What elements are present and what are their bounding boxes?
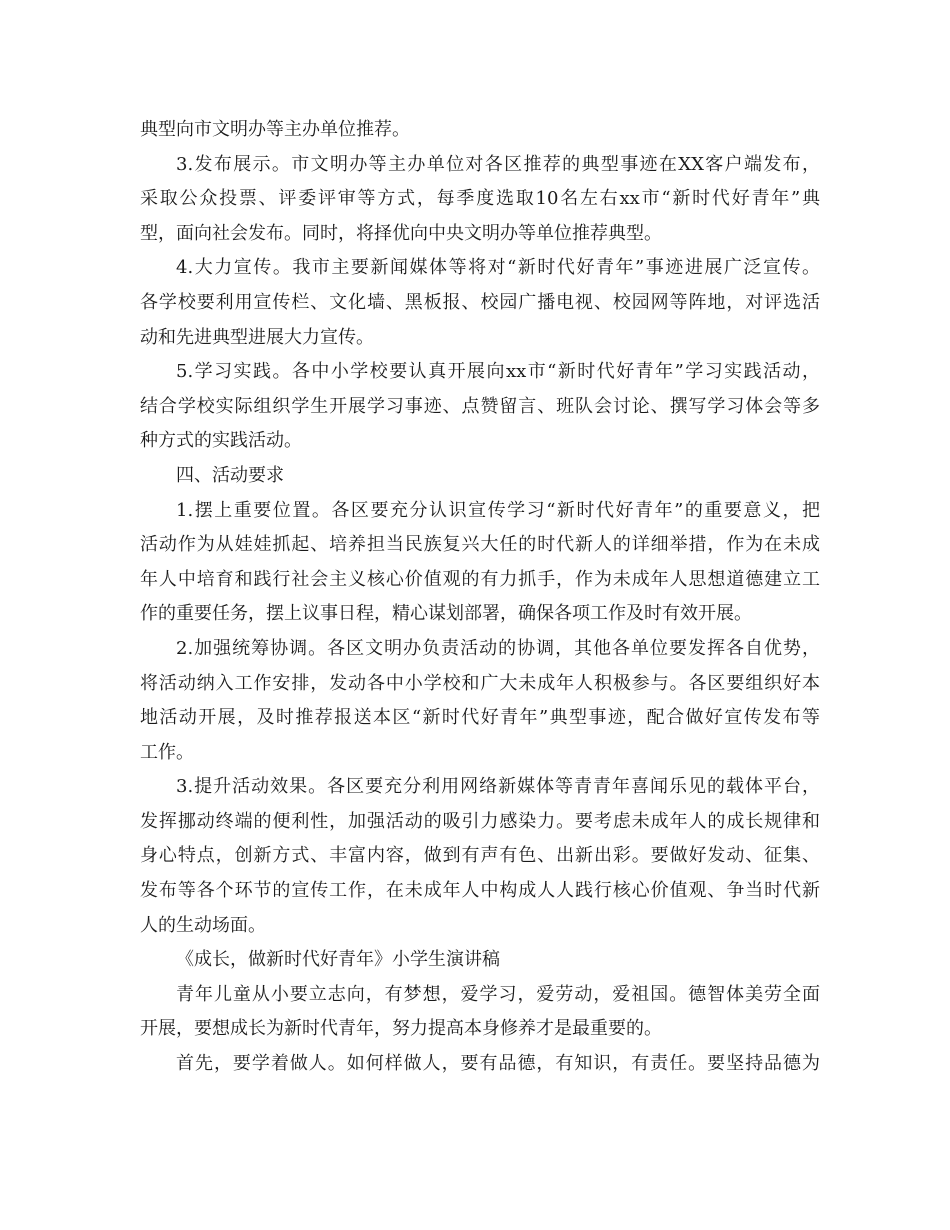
text-line: 四、活动要求 (176, 464, 284, 486)
text-line: 地活动开展，及时推荐报送本区“新时代好青年”典型事迹，配合做好宣传发布等 (140, 707, 820, 729)
text-line: 人的生动场面。 (140, 914, 266, 936)
document-body (140, 113, 820, 1082)
text-line: 4.大力宣传。我市主要新闻媒体等将对“新时代好青年”事迹进展广泛宣传。 (176, 257, 820, 279)
text-line: 采取公众投票、评委评审等方式，每季度选取10名左右xx市“新时代好青年”典 (140, 188, 820, 210)
text-line: 发挥挪动终端的便利性，加强活动的吸引力感染力。要考虑未成年人的成长规律和 (140, 810, 820, 832)
text-line: 结合学校实际组织学生开展学习事迹、点赞留言、班队会讨论、撰写学习体会等多 (140, 395, 820, 417)
text-line: 3.提升活动效果。各区要充分利用网络新媒体等青青年喜闻乐见的载体平台， (176, 776, 820, 798)
text-line: 各学校要利用宣传栏、文化墙、黑板报、校园广播电视、校园网等阵地，对评选活 (140, 291, 820, 313)
text-line: 身心特点，创新方式、丰富内容，做到有声有色、出新出彩。要做好发动、征集、 (140, 845, 820, 867)
text-line: 种方式的实践活动。 (140, 430, 302, 452)
text-line: 2.加强统筹协调。各区文明办负责活动的协调，其他各单位要发挥各自优势， (176, 637, 820, 659)
text-line: 开展，要想成长为新时代青年，努力提高本身修养才是最重要的。 (140, 1018, 662, 1040)
text-line: 型，面向社会发布。同时，将择优向中央文明办等单位推荐典型。 (140, 222, 662, 244)
text-line: 典型向市文明办等主办单位推荐。 (140, 119, 410, 140)
text-line: 将活动纳入工作安排，发动各中小学校和广大未成年人积极参与。各区要组织好本 (140, 672, 820, 694)
text-line: 首先，要学着做人。如何样做人，要有品德，有知识，有责任。要坚持品德为 (176, 1053, 820, 1075)
text-line: 发布等各个环节的宣传工作，在未成年人中构成人人践行核心价值观、争当时代新 (140, 880, 820, 902)
text-line: 《成长，做新时代好青年》小学生演讲稿 (176, 949, 500, 971)
text-line: 活动作为从娃娃抓起、培养担当民族复兴大任的时代新人的详细举措，作为在未成 (140, 534, 820, 556)
text-line: 1.摆上重要位置。各区要充分认识宣传学习“新时代好青年”的重要意义，把 (176, 499, 820, 521)
text-line: 3.发布展示。市文明办等主办单位对各区推荐的典型事迹在XX客户端发布， (176, 153, 820, 175)
text-line: 工作。 (140, 741, 194, 763)
text-line: 作的重要任务，摆上议事日程，精心谋划部署，确保各项工作及时有效开展。 (140, 603, 752, 625)
text-line: 年人中培育和践行社会主义核心价值观的有力抓手，作为未成年人思想道德建立工 (140, 568, 820, 590)
text-line: 5.学习实践。各中小学校要认真开展向xx市“新时代好青年”学习实践活动， (176, 361, 820, 383)
text-line: 青年儿童从小要立志向，有梦想，爱学习，爱劳动，爱祖国。德智体美劳全面 (176, 983, 820, 1005)
text-line: 动和先进典型进展大力宣传。 (140, 326, 374, 348)
